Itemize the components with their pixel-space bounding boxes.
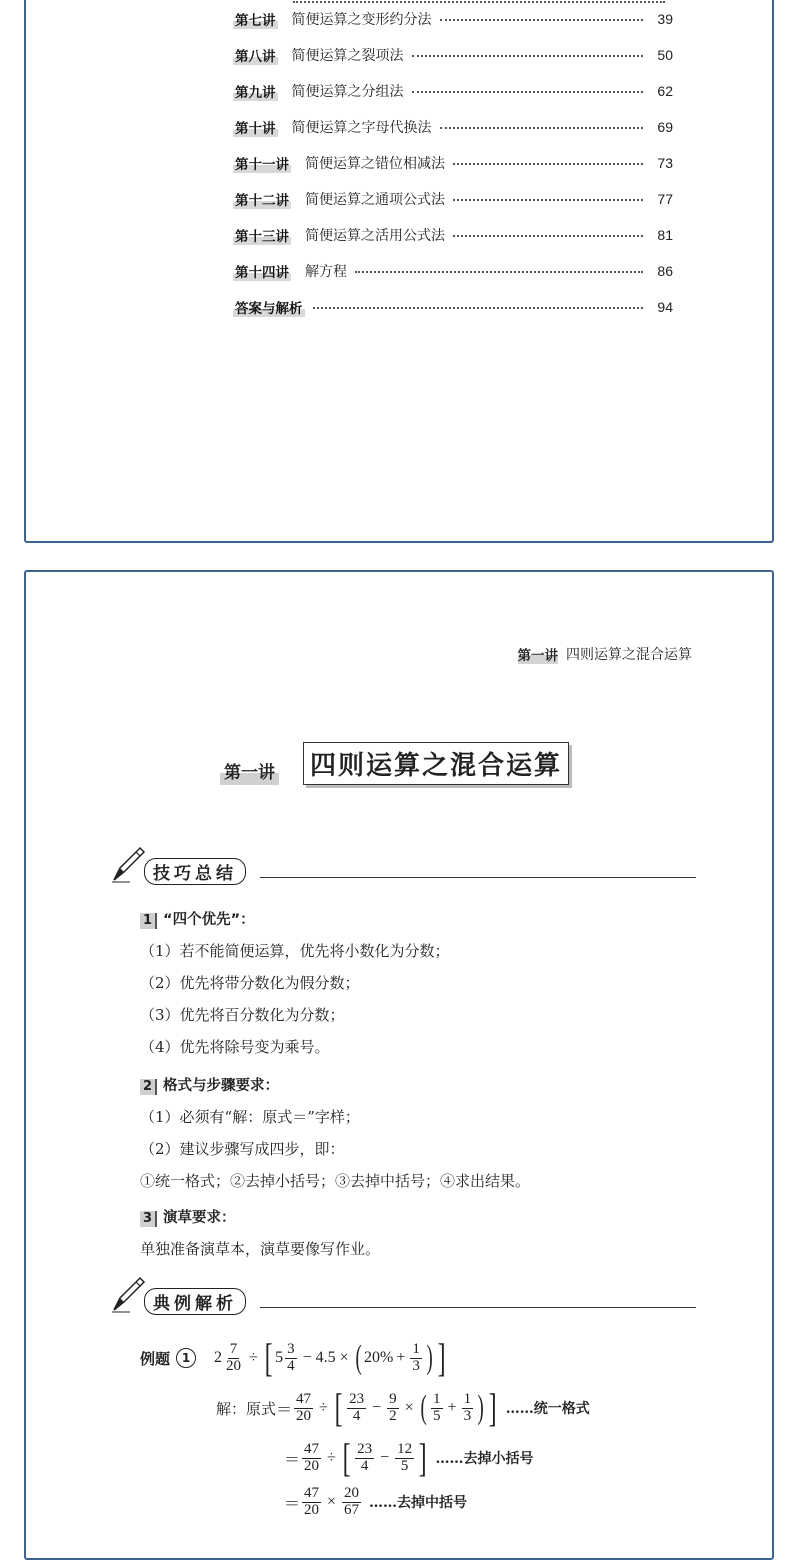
fraction: $\frac{47}{20}$: [304, 1440, 320, 1474]
item-number-box: 3: [140, 1211, 157, 1227]
toc-page-number: 39: [657, 11, 673, 27]
right-paren: ): [477, 1389, 484, 1426]
summary-line: （2）建议步骤写成四步，即：: [140, 1140, 345, 1158]
toc-row: [233, 6, 673, 32]
toc-chapter-label: 第十三讲: [233, 225, 291, 245]
toc-page-number: 94: [657, 299, 673, 315]
toc-dots: [453, 235, 643, 237]
running-header-label: 第一讲: [518, 644, 559, 664]
summary-item-1-heading: [140, 908, 255, 929]
toc-dots: [412, 91, 644, 93]
toc-page-number: 86: [657, 263, 673, 279]
toc-chapter-title: 简便运算之字母代换法: [291, 120, 432, 136]
item-heading: 格式与步骤要求：: [163, 1078, 280, 1094]
summary-line: （2）优先将带分数化为假分数；: [140, 974, 360, 992]
toc-page-number: 69: [657, 119, 673, 135]
math-op: ×: [404, 1399, 414, 1416]
summary-line: （1）必须有“解：原式＝”字样；: [140, 1108, 360, 1126]
example-label: 例题: [140, 1349, 171, 1368]
toc-chapter-title: 简便运算之通项公式法: [305, 192, 445, 208]
example-1-problem: [140, 1335, 449, 1380]
math-op: ÷: [249, 1349, 258, 1366]
right-bracket: ]: [437, 1335, 446, 1380]
math-percent: 20%: [364, 1349, 394, 1366]
math-op: +: [447, 1399, 457, 1416]
fraction: $\frac{47}{20}$: [304, 1485, 320, 1518]
step-note: ……去掉小括号: [435, 1451, 534, 1467]
fraction: $\frac{3}{4}$: [287, 1340, 295, 1374]
examples-section-header: [110, 1274, 696, 1314]
right-bracket: ]: [489, 1385, 498, 1430]
fraction: $\frac{47}{20}$: [296, 1390, 312, 1424]
toc-chapter-label: 第十二讲: [233, 189, 291, 209]
solution-prefix: 解：原式: [216, 1399, 277, 1418]
toc-row: [233, 258, 673, 284]
equals: ＝: [284, 1495, 301, 1513]
chapter-page: [24, 570, 774, 1560]
toc-chapter-label: 第十一讲: [233, 153, 291, 173]
math-op: −: [380, 1449, 390, 1466]
left-bracket: [: [342, 1435, 351, 1480]
left-paren: (: [355, 1339, 362, 1376]
item-heading: 演草要求：: [163, 1210, 236, 1226]
fraction: $\frac{7}{20}$: [226, 1340, 242, 1374]
left-bracket: [: [264, 1335, 273, 1380]
math-decimal: 4.5: [315, 1349, 336, 1366]
toc-page-number: 81: [657, 227, 673, 243]
toc-chapter-title: 简便运算之活用公式法: [305, 228, 445, 244]
toc-dots: [355, 271, 643, 273]
summary-item-3-heading: [140, 1206, 236, 1227]
fraction: $\frac{1}{3}$: [463, 1390, 472, 1424]
summary-section-header: [110, 844, 696, 884]
toc-row: [233, 78, 673, 104]
step-note: ……去掉中括号: [369, 1495, 468, 1512]
toc-dots: [440, 19, 644, 21]
toc-chapter-title: 简便运算之裂项法: [291, 48, 404, 64]
toc-page-number: 50: [657, 47, 673, 63]
summary-line: ①统一格式；②去掉小括号；③去掉中括号；④求出结果。: [140, 1172, 531, 1190]
math-op: −: [302, 1349, 312, 1366]
summary-line: 单独准备演草本，演草要像写作业。: [140, 1240, 381, 1258]
section-rule: [260, 877, 696, 878]
toc-page-number: 73: [657, 155, 673, 171]
left-paren: (: [420, 1389, 427, 1426]
item-number-box: 1: [140, 913, 157, 929]
toc-chapter-label: 第十讲: [233, 117, 278, 137]
equals: ＝: [284, 1451, 301, 1469]
fraction: $\frac{1}{5}$: [433, 1390, 441, 1424]
solution-step-2: [284, 1435, 534, 1480]
summary-line: （3）优先将百分数化为分数；: [140, 1006, 345, 1024]
right-bracket: ]: [418, 1435, 427, 1480]
item-number-box: 2: [140, 1079, 157, 1095]
toc-row: [233, 186, 673, 212]
pencil-icon: [110, 1274, 146, 1314]
right-paren: ): [426, 1339, 433, 1376]
toc-dots: [313, 307, 644, 309]
toc-chapter-label: 第九讲: [233, 81, 278, 101]
running-header: [518, 644, 693, 664]
fraction: $\frac{23}{4}$: [349, 1390, 365, 1424]
toc-dots: [453, 163, 643, 165]
examples-section-title: 典例解析: [144, 1288, 246, 1315]
section-rule: [260, 1307, 696, 1308]
item-heading: “四个优先”：: [163, 912, 255, 928]
summary-line: （4）优先将除号变为乘号。: [140, 1038, 330, 1056]
solution-step-3: [284, 1486, 467, 1519]
toc-dots: [412, 55, 644, 57]
fraction: $\frac{1}{3}$: [412, 1340, 420, 1374]
equals: ＝: [276, 1401, 293, 1419]
toc-row: [233, 150, 673, 176]
toc-row: [233, 294, 673, 320]
chapter-number: 第一讲: [220, 758, 279, 785]
math-op: ÷: [319, 1399, 328, 1416]
math-whole: 2: [214, 1349, 223, 1366]
chapter-heading: [220, 742, 569, 785]
toc-chapter-title: 解方程: [305, 264, 347, 280]
math-op: −: [372, 1399, 382, 1416]
toc-chapter-title: 简便运算之变形约分法: [291, 12, 432, 28]
fraction: $\frac{9}{2}$: [389, 1390, 397, 1424]
step-note: ……统一格式: [505, 1401, 590, 1417]
fraction: $\frac{20}{67}$: [344, 1485, 360, 1518]
toc-row: [233, 114, 673, 140]
toc-chapter-label: 第八讲: [233, 45, 278, 65]
toc-chapter-label: 第七讲: [233, 9, 278, 29]
pencil-icon: [110, 844, 146, 884]
math-op: +: [396, 1349, 406, 1366]
summary-section-title: 技巧总结: [144, 858, 246, 885]
toc-dots: [453, 199, 643, 201]
fraction: $\frac{23}{4}$: [357, 1440, 373, 1474]
math-op: ×: [327, 1493, 337, 1511]
chapter-title: 四则运算之混合运算: [303, 742, 569, 785]
math-whole: 5: [275, 1349, 284, 1366]
toc-chapter-label: 答案与解析: [233, 297, 305, 317]
example-number: 1: [176, 1348, 196, 1368]
math-op: ÷: [327, 1449, 336, 1466]
left-bracket: [: [334, 1385, 343, 1430]
running-header-title: 四则运算之混合运算: [566, 647, 692, 663]
toc-row: [233, 222, 673, 248]
toc-chapter-label: 第十四讲: [233, 261, 291, 281]
solution-step-1: [216, 1385, 590, 1430]
toc-dots: [440, 127, 644, 129]
toc-chapter-title: 简便运算之分组法: [291, 84, 404, 100]
toc-dots: [293, 1, 665, 3]
toc-page-number: 62: [657, 83, 673, 99]
toc-page: [24, 0, 774, 543]
summary-line: （1）若不能简便运算，优先将小数化为分数；: [140, 942, 450, 960]
toc-row: [233, 42, 673, 68]
toc-page-number: 77: [657, 191, 673, 207]
summary-item-2-heading: [140, 1074, 279, 1095]
toc-chapter-title: 简便运算之错位相减法: [305, 156, 445, 172]
math-op: ×: [339, 1349, 349, 1366]
fraction: $\frac{12}{5}$: [397, 1440, 413, 1474]
